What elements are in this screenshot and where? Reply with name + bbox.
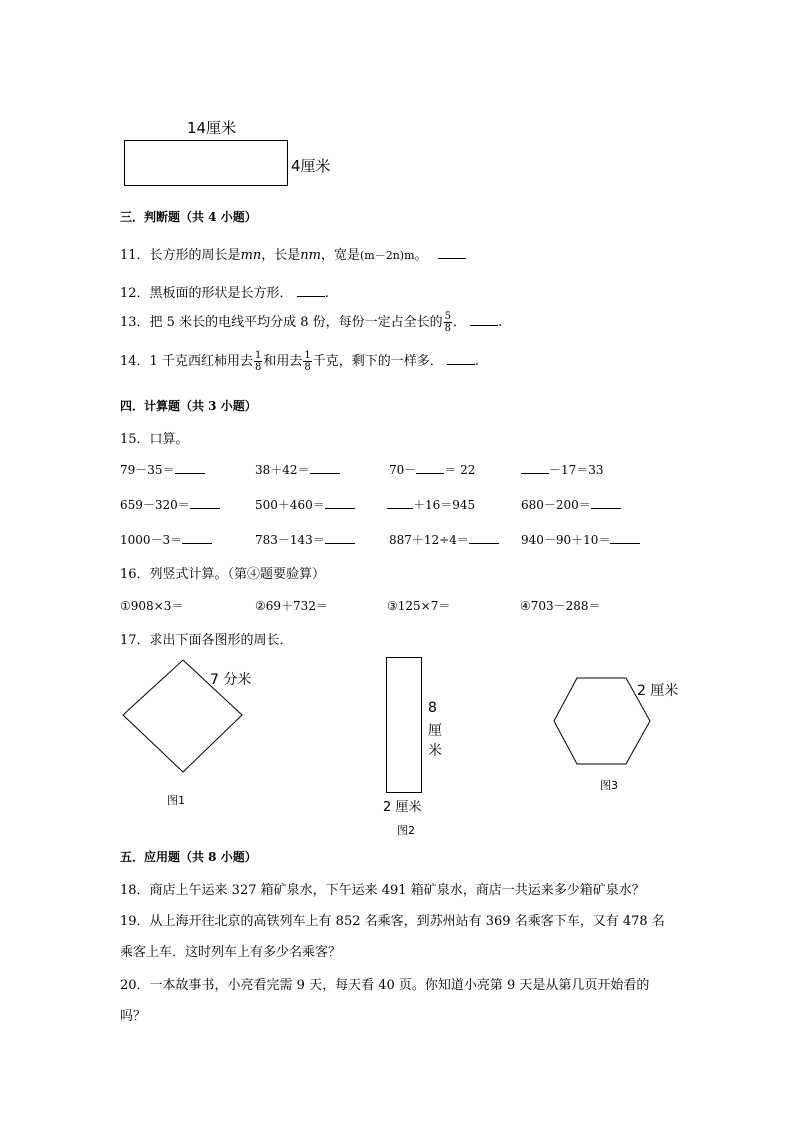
top-rectangle <box>124 140 289 188</box>
figure-3-caption: 图3 <box>600 779 618 792</box>
question-11: 11．长方形的周长是mn，长是nm，宽是(m－2n)m。 <box>120 244 466 263</box>
section5-heading: 五．应用题（共 8 小题） <box>120 850 257 864</box>
answer-blank[interactable] <box>470 325 498 326</box>
question-16-title: 16．列竖式计算。（第④题要验算） <box>120 567 326 582</box>
question-13: 13．把 5 米长的电线平均分成 8 份，每份一定占全长的 $\frac{5}{8}$ ． . <box>120 311 503 334</box>
section3-heading: 三．判断题（共 4 小题） <box>120 210 257 224</box>
calc-item: 940－90＋10＝ <box>521 531 640 548</box>
question-17-title: 17．求出下面各图形的周长． <box>120 633 293 648</box>
calc-item: ＋16＝945 <box>387 496 475 513</box>
figure-1-caption: 图1 <box>167 794 185 807</box>
top-rect-height-label: 4厘米 <box>291 157 331 175</box>
question-18: 18．商店上午运来 327 箱矿泉水，下午运来 491 箱矿泉水，商店一共运来多少箱矿泉水？ <box>120 883 645 898</box>
figure-2-caption: 图2 <box>397 824 415 837</box>
calc-item: 680－200＝ <box>521 496 621 513</box>
vertical-calc-2: ②69＋732＝ <box>255 599 328 613</box>
calc-item: 659－320＝ <box>120 496 220 513</box>
figure-3-side-label: 2 厘米 <box>637 683 679 699</box>
question-12: 12．黑板面的形状是长方形． . <box>120 286 329 301</box>
answer-blank[interactable] <box>447 364 475 365</box>
top-rect-width-label: 14厘米 <box>187 119 237 137</box>
fraction-1-8: $\frac{1}{8}$ <box>304 350 311 373</box>
figure-1-side-label: 7 分米 <box>210 672 252 688</box>
calc-item: 38＋42＝ <box>255 461 340 478</box>
fraction-5-8: $\frac{5}{8}$ <box>444 311 451 334</box>
section4-heading: 四．计算题（共 3 小题） <box>120 399 257 413</box>
calc-item: 70－ ＝ 22 <box>389 463 476 477</box>
fraction-1-8: $\frac{1}{8}$ <box>254 350 262 373</box>
figure-2-width-label: 2 厘米 <box>383 800 422 815</box>
figure-2-rectangle <box>386 657 424 795</box>
calc-item: 500＋460＝ <box>255 496 355 513</box>
answer-blank[interactable] <box>438 258 466 259</box>
question-20-line1: 20．一本故事书，小亮看完需 9 天，每天看 40 页。你知道小亮第 9 天是从第几页开始看的 <box>120 978 650 993</box>
question-19-line2: 乘客上车．这时列车上有多少名乘客？ <box>120 945 342 960</box>
calc-item: －17＝33 <box>521 461 604 478</box>
vertical-calc-1: ①908×3＝ <box>120 599 184 613</box>
question-20-line2: 吗？ <box>120 1009 147 1024</box>
calc-item: 1000－3＝ <box>120 531 212 548</box>
question-14: 14．1 千克西红柿用去 $\frac{1}{8}$ 和用去 $\frac{1}{8}$ 千克，剩下的一样多． . <box>120 350 480 373</box>
calc-item: 887＋12÷4＝ <box>389 531 499 548</box>
vertical-calc-4: ④703－288＝ <box>520 599 601 613</box>
calc-item: 783－143＝ <box>255 531 355 548</box>
vertical-calc-3: ③125×7＝ <box>387 599 451 613</box>
question-19-line1: 19．从上海开往北京的高铁列车上有 852 名乘客，到苏州站有 369 名乘客下车，又有 478 名 <box>120 914 665 929</box>
figure-2-height-label-2: 厘 <box>428 723 442 739</box>
question-15-title: 15．口算。 <box>120 432 189 447</box>
answer-blank[interactable] <box>297 296 325 297</box>
calc-item: 79－35＝ <box>120 461 205 478</box>
figure-2-height-label-3: 米 <box>428 743 442 759</box>
figure-2-height-label-1: 8 <box>428 700 437 716</box>
